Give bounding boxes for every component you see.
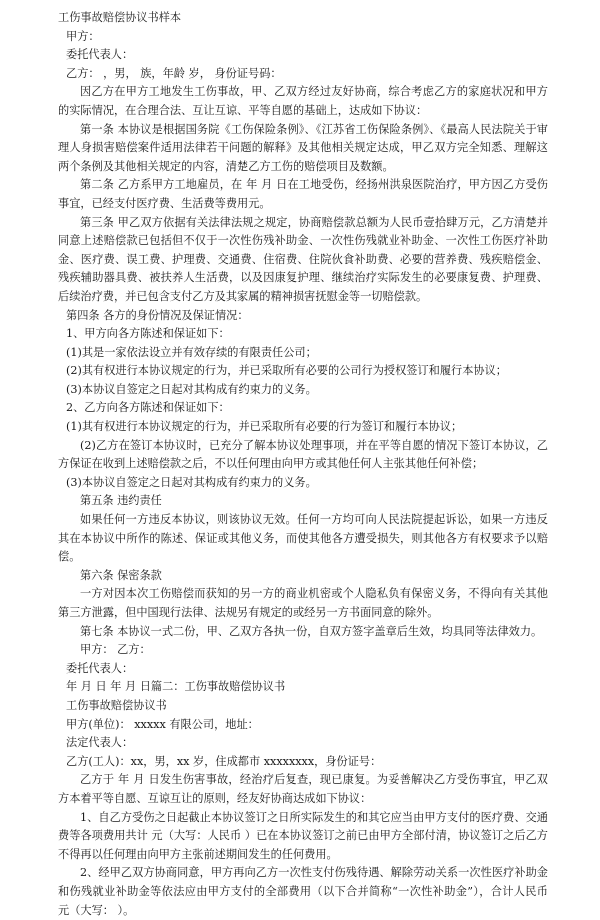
signature-line: 甲方： 乙方：	[80, 643, 151, 657]
party-b-warranty-2: (2)乙方在签订本协议时，已充分了解本协议处理事项，并在平等自愿的情况下签订本协议，乙方保证在收到上述赔偿款之后，不以任何理由向甲方或其他任何人主张其他任何补偿；	[58, 438, 548, 471]
party-a-warranty-2: (2)其有权进行本协议规定的行为，并已采取所有必要的公司行为授权签订和履行本协议；	[66, 364, 507, 378]
legal-representative: 法定代表人：	[66, 736, 134, 750]
second-intro: 乙方于 年 月 日发生伤害事故，经治疗后复查，现已康复。为妥善解决乙方受伤事宜，甲乙双方本着平等自愿、互谅互让的原则，经友好协商达成如下协议：	[58, 773, 548, 805]
party-a-warranty-3: (3)本协议自签定之日起对其构成有约束力的义务。	[66, 382, 317, 396]
document-title: 工伤事故赔偿协议书样本	[58, 11, 182, 24]
article-1: 第一条 本协议是根据国务院《工伤保险条例》、《江苏省工伤保险条例》、《最高人民法院关于审理人身损害赔偿案件适用法律若干问题的解释》及其他相关规定达成，甲乙双方完全知悉、理解这两个条例及其他相关规定的内容，清楚乙方工伤的赔偿项目及数额。	[58, 122, 548, 173]
party-b-warranty-1: (1)其有权进行本协议规定的行为，并已采取所有必要的行为签订和履行本协议；	[66, 420, 463, 434]
party-a-warranty-1: (1)其是一家依法设立并有效存续的有限责任公司；	[66, 345, 317, 359]
date-line: 年 月 日 年 月 日篇二：工伤事故赔偿协议书	[66, 680, 286, 694]
party-a-label: 甲方：	[66, 29, 100, 43]
second-item-2: 2、经甲乙双方协商同意，甲方再向乙方一次性支付伤残待遇、解除劳动关系一次性医疗补助金和伤残就业补助金等依法应由甲方支付的全部费用（以下合并简称“一次性补助金”），合计人民币 元（大写： ）。	[58, 866, 548, 917]
article-5-heading: 第五条 违约责任	[80, 494, 162, 508]
party-b-warranty-heading: 2、乙方向各方陈述和保证如下：	[66, 401, 230, 415]
party-a-warranty-heading: 1、甲方向各方陈述和保证如下：	[66, 327, 230, 341]
article-6-text: 一方对因本次工伤赔偿而获知的另一方的商业机密或个人隐私负有保密义务，不得向有关其他第三方泄露，但中国现行法律、法规另有规定的或经另一方书面同意的除外。	[58, 587, 548, 619]
article-2: 第二条 乙方系甲方工地雇员，在 年 月 日在工地受伤，经扬州洪泉医院治疗，甲方因乙方受伤事宜，已经支付医疗费、生活费等费用元。	[58, 178, 548, 210]
party-b-info: 乙方： ，男， 族，年龄 岁， 身份证号码：	[66, 66, 282, 80]
article-4-heading: 第四条 各方的身份情况及保证情况：	[66, 308, 249, 322]
article-7: 第七条 本协议一式二份，甲、乙双方各执一份，自双方签字盖章后生效，均具同等法律效力。	[80, 624, 543, 638]
article-5-text: 如果任何一方违反本协议，则该协议无效。任何一方均可向人民法院提起诉讼，如果一方违反其在本协议中所作的陈述、保证或其他义务，而使其他各方遭受损失，则其他各方有权要求予以赔偿。	[58, 513, 548, 564]
party-b-warranty-3: (3)本协议自签定之日起对其构成有约束力的义务。	[66, 475, 317, 489]
second-title: 工伤事故赔偿协议书	[66, 698, 167, 712]
agent-label-2: 委托代表人：	[66, 661, 134, 675]
article-6-heading: 第六条 保密条款	[80, 568, 162, 582]
agent-label: 委托代表人：	[66, 48, 134, 62]
second-item-1: 1、自乙方受伤之日起截止本协议签订之日所实际发生的和其它应当由甲方支付的医疗费、交通费等各项费用共计 元（大写：人民币 ）已在本协议签订之前已由甲方全部付清，协议签订之后乙方不得再以任何理由向甲方主张前述期间发生的任何费用。	[58, 810, 548, 861]
intro-paragraph: 因乙方在甲方工地发生工伤事故，甲、乙双方经过友好协商，综合考虑乙方的家庭状况和甲方的实际情况，在合理合法、互让互谅、平等自愿的基础上，达成如下协议：	[58, 85, 548, 117]
article-3: 第三条 甲乙双方依据有关法律法规之规定，协商赔偿款总额为人民币壹拾肆万元，乙方清楚并同意上述赔偿款已包括但不仅于一次性伤残补助金、一次性伤残就业补助金、一次性工伤医疗补助金、医疗费、误工费、护理费、交通费、住宿费、住院伙食补助费、必要的营养费、残疾赔偿金、残疾辅助器具费、被扶养人生活费，以及因康复护理、继续治疗实际发生的必要康复费、护理费、后续治疗费，并已包含支付乙方及其家属的精神损害抚慰金等一切赔偿款。	[58, 215, 548, 303]
party-b-worker: 乙方(工人)：xx，男，xx 岁，住成都市 xxxxxxxx，身份证号：	[66, 754, 382, 768]
party-a-company: 甲方(单位)： xxxxx 有限公司，地址：	[66, 717, 259, 731]
